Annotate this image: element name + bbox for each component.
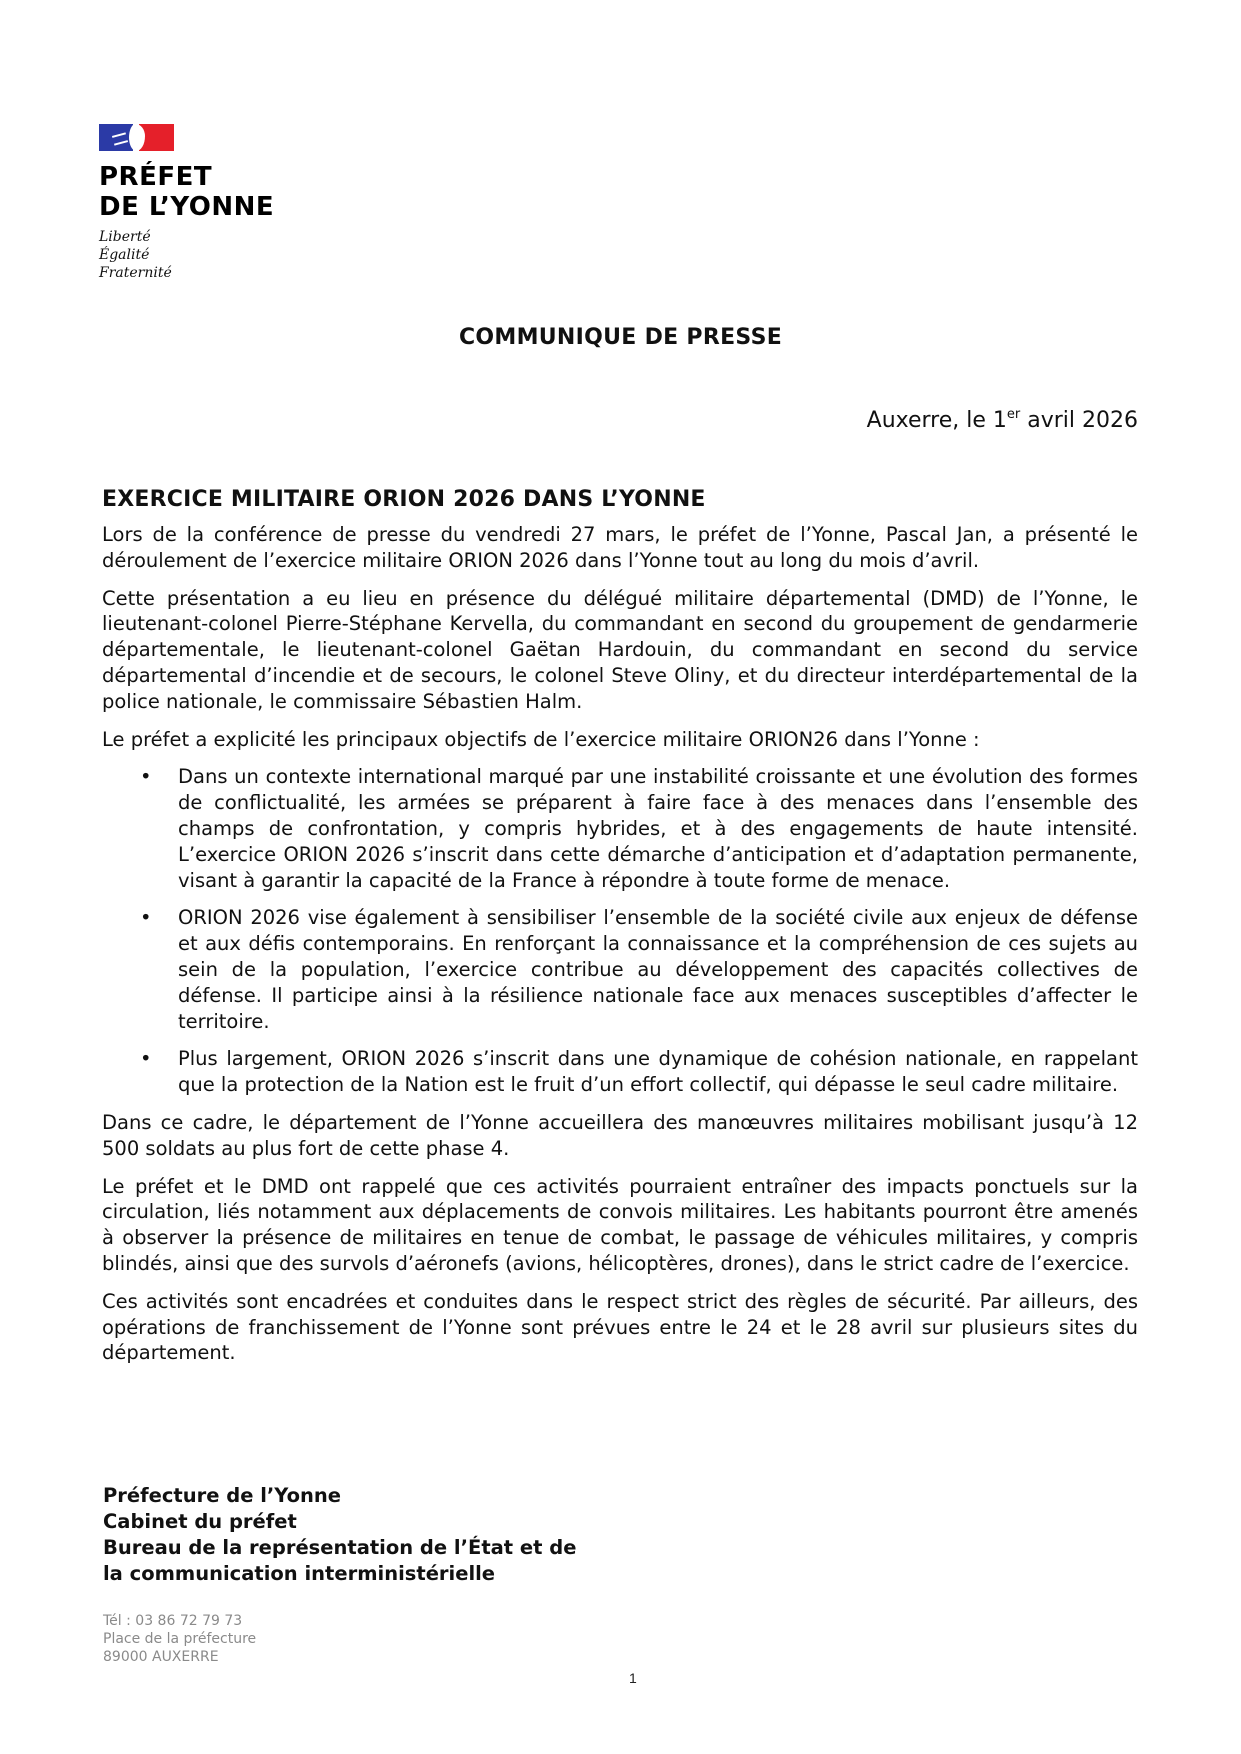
contact-phone: Tél : 03 86 72 79 73: [103, 1613, 243, 1629]
place-date-prefix: Auxerre, le 1: [866, 408, 1007, 433]
paragraph-troops: Dans ce cadre, le département de l’Yonne accueillera des manœuvres militaires mobilisant jusqu’à 12 500 soldats au plus fort de cette phase 4.: [102, 1110, 1138, 1160]
document-type-heading: COMMUNIQUE DE PRESSE: [458, 325, 783, 350]
objectives-list: [102, 764, 1138, 1098]
prefecture-logo: [99, 124, 274, 282]
institution-line-2: DE L’YONNE: [99, 192, 275, 222]
place-date: [867, 407, 1138, 433]
bullet-icon: •: [140, 906, 152, 930]
signature-line: Cabinet du préfet: [103, 1510, 297, 1533]
page-number: 1: [629, 1670, 637, 1686]
list-item: [102, 764, 1138, 893]
list-item-text: Dans un contexte international marqué par une instabilité croissante et une évolution des formes de conflictualité, les armées se préparent à faire face à des menaces dans l’ensemble des champs de confrontation, y compris hybrides, et à des engagements de haute intensité. L’exercice ORION 2026 s’inscrit dans cette démarche d’anticipation et d’adaptation permanente, visant à garantir la capacité de la France à répondre à toute forme de menace.: [178, 765, 1138, 892]
paragraph-safety: Ces activités sont encadrées et conduites dans le respect strict des règles de sécurité. Par ailleurs, des opérations de franchissement de l’Yonne sont prévues entre le 24 et le 28 avril sur plusieurs sites du département.: [102, 1289, 1138, 1365]
institution-name: [99, 162, 274, 222]
paragraph-impacts: Le préfet et le DMD ont rappelé que ces activités pourraient entraîner des impacts ponctuels sur la circulation, liés notamment aux déplacements de convois militaires. Les habitants pourront être amenés à observer la présence de militaires en tenue de combat, le passage de véhicules militaires, y compris blindés, ainsi que des survols d’aéronefs (avions, hélicoptères, drones), dans le strict cadre de l’exercice.: [102, 1174, 1138, 1275]
signature-line: Préfecture de l’Yonne: [103, 1484, 342, 1507]
contact-info: [103, 1612, 256, 1666]
signature-line: la communication interministérielle: [103, 1562, 496, 1585]
list-item: [102, 1046, 1138, 1098]
press-release-title: EXERCICE MILITAIRE ORION 2026 DANS L’YONNE: [102, 487, 706, 512]
institution-line-1: PRÉFET: [99, 162, 213, 192]
bullet-icon: •: [140, 765, 152, 789]
republic-motto: [99, 228, 274, 282]
place-date-superscript: er: [1006, 407, 1021, 422]
list-item: [102, 905, 1138, 1034]
signature-block: [103, 1483, 576, 1587]
paragraph-attendees: Cette présentation a eu lieu en présence du délégué militaire départemental (DMD) de l’Yonne, le lieutenant-colonel Pierre-Stéphane Kervella, du commandant en second du groupement de gendarmerie départementale, le lieutenant-colonel Gaëtan Hardouin, du commandant en second du service départemental d’incendie et de secours, le colonel Steve Oliny, et du directeur interdépartemental de la police nationale, le commissaire Sébastien Halm.: [102, 586, 1138, 713]
list-item-text: ORION 2026 vise également à sensibiliser l’ensemble de la société civile aux enjeux de défense et aux défis contemporains. En renforçant la connaissance et la compréhension de ces sujets au sein de la population, l’exercice contribue au développement des capacités collectives de défense. Il participe ainsi à la résilience nationale face aux menaces susceptibles d’affecter le territoire.: [178, 906, 1138, 1033]
motto-fraternite: Fraternité: [99, 265, 172, 281]
contact-city: 89000 AUXERRE: [103, 1649, 219, 1665]
marianne-flag-icon: [99, 124, 174, 151]
list-item-text: Plus largement, ORION 2026 s’inscrit dans une dynamique de cohésion nationale, en rappelant que la protection de la Nation est le fruit d’un effort collectif, qui dépasse le seul cadre militaire.: [178, 1047, 1138, 1097]
paragraph-intro: Lors de la conférence de presse du vendredi 27 mars, le préfet de l’Yonne, Pascal Jan, a présenté le déroulement de l’exercice militaire ORION 2026 dans l’Yonne tout au long du mois d’avril.: [102, 523, 1138, 572]
motto-egalite: Égalité: [99, 247, 150, 263]
signature-line: Bureau de la représentation de l’État et de: [103, 1536, 577, 1559]
contact-address: Place de la préfecture: [103, 1631, 257, 1647]
place-date-suffix: avril 2026: [1020, 408, 1138, 433]
press-release-body: [102, 486, 1138, 1378]
motto-liberte: Liberté: [99, 229, 151, 245]
bullet-icon: •: [140, 1047, 152, 1071]
paragraph-objectives-intro: Le préfet a explicité les principaux objectifs de l’exercice militaire ORION26 dans l’Yonne :: [102, 727, 980, 751]
